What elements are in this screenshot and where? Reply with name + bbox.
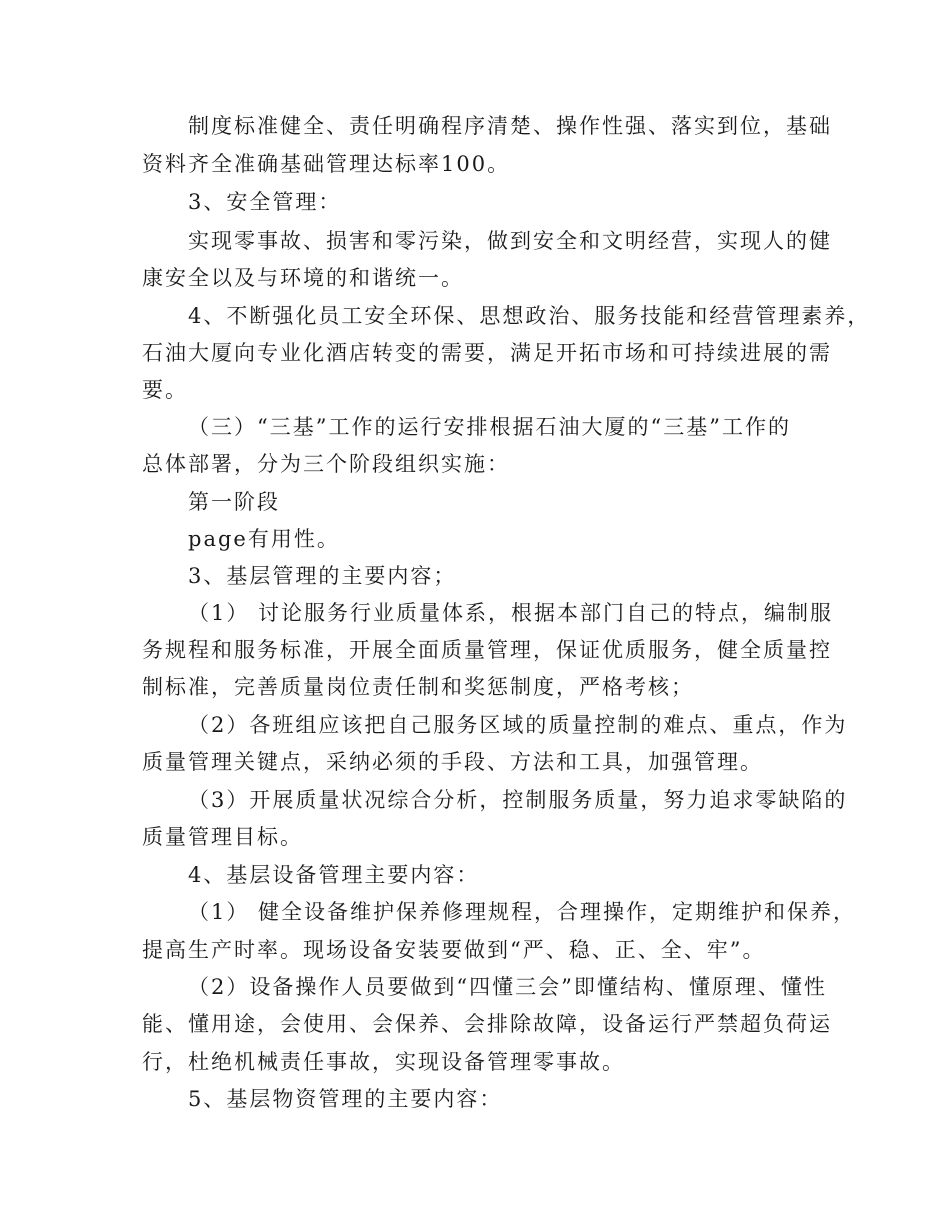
text-line: 康安全以及与环境的和谐统一。: [142, 266, 464, 290]
text-line: 制标准，完善质量岗位责任制和奖惩制度，严格考核；: [142, 675, 694, 699]
section-heading: 第一阶段: [188, 490, 280, 514]
text-line: （1） 健全设备维护保养修理规程，合理操作，定期维护和保养，: [188, 900, 857, 924]
text-line: 4、不断强化员工安全环保、思想政治、服务技能和经营管理素养，: [188, 304, 871, 328]
text-line: （三）“三基”工作的运行安排根据石油大厦的“三基”工作的: [188, 415, 791, 439]
text-line: 务规程和服务标准，开展全面质量管理，保证优质服务，健全质量控: [142, 638, 832, 662]
text-line: 实现零事故、损害和零污染，做到安全和文明经营，实现人的健: [188, 229, 832, 253]
text-line: 资料齐全准确基础管理达标率100。: [142, 152, 511, 176]
section-heading: 3、基层管理的主要内容；: [188, 564, 457, 588]
text-line: 质量管理关键点，采纳必须的手段、方法和工具，加强管理。: [142, 750, 763, 774]
text-line: 质量管理目标。: [142, 825, 303, 849]
text-line: （2）各班组应该把自己服务区域的质量控制的难点、重点，作为: [188, 713, 848, 737]
text-line: 制度标准健全、责任明确程序清楚、操作性强、落实到位，基础: [188, 114, 832, 138]
text-line: （3）开展质量状况综合分析，控制服务质量，努力追求零缺陷的: [188, 788, 848, 812]
text-line: （2）设备操作人员要做到“四懂三会”即懂结构、懂原理、懂性: [188, 975, 827, 999]
text-line: 能、懂用途，会使用、会保养、会排除故障，设备运行严禁超负荷运: [142, 1012, 832, 1036]
text-line: 行，杜绝机械责任事故，实现设备管理零事故。: [142, 1050, 625, 1074]
section-heading: 3、安全管理：: [188, 190, 342, 214]
text-line: （1） 讨论服务行业质量体系，根据本部门自己的特点，编制服: [188, 601, 834, 625]
text-line: 提高生产时率。现场设备安装要做到“严、稳、正、全、牢”。: [142, 938, 766, 962]
section-heading: 5、基层物资管理的主要内容：: [188, 1087, 503, 1111]
text-line: 总体部署，分为三个阶段组织实施：: [142, 452, 510, 476]
text-line: 石油大厦向专业化酒店转变的需要，满足开拓市场和可持续进展的需: [142, 341, 832, 365]
section-heading: 4、基层设备管理主要内容：: [188, 863, 480, 887]
text-line: 要。: [142, 378, 188, 402]
text-line: page有用性。: [188, 527, 340, 551]
